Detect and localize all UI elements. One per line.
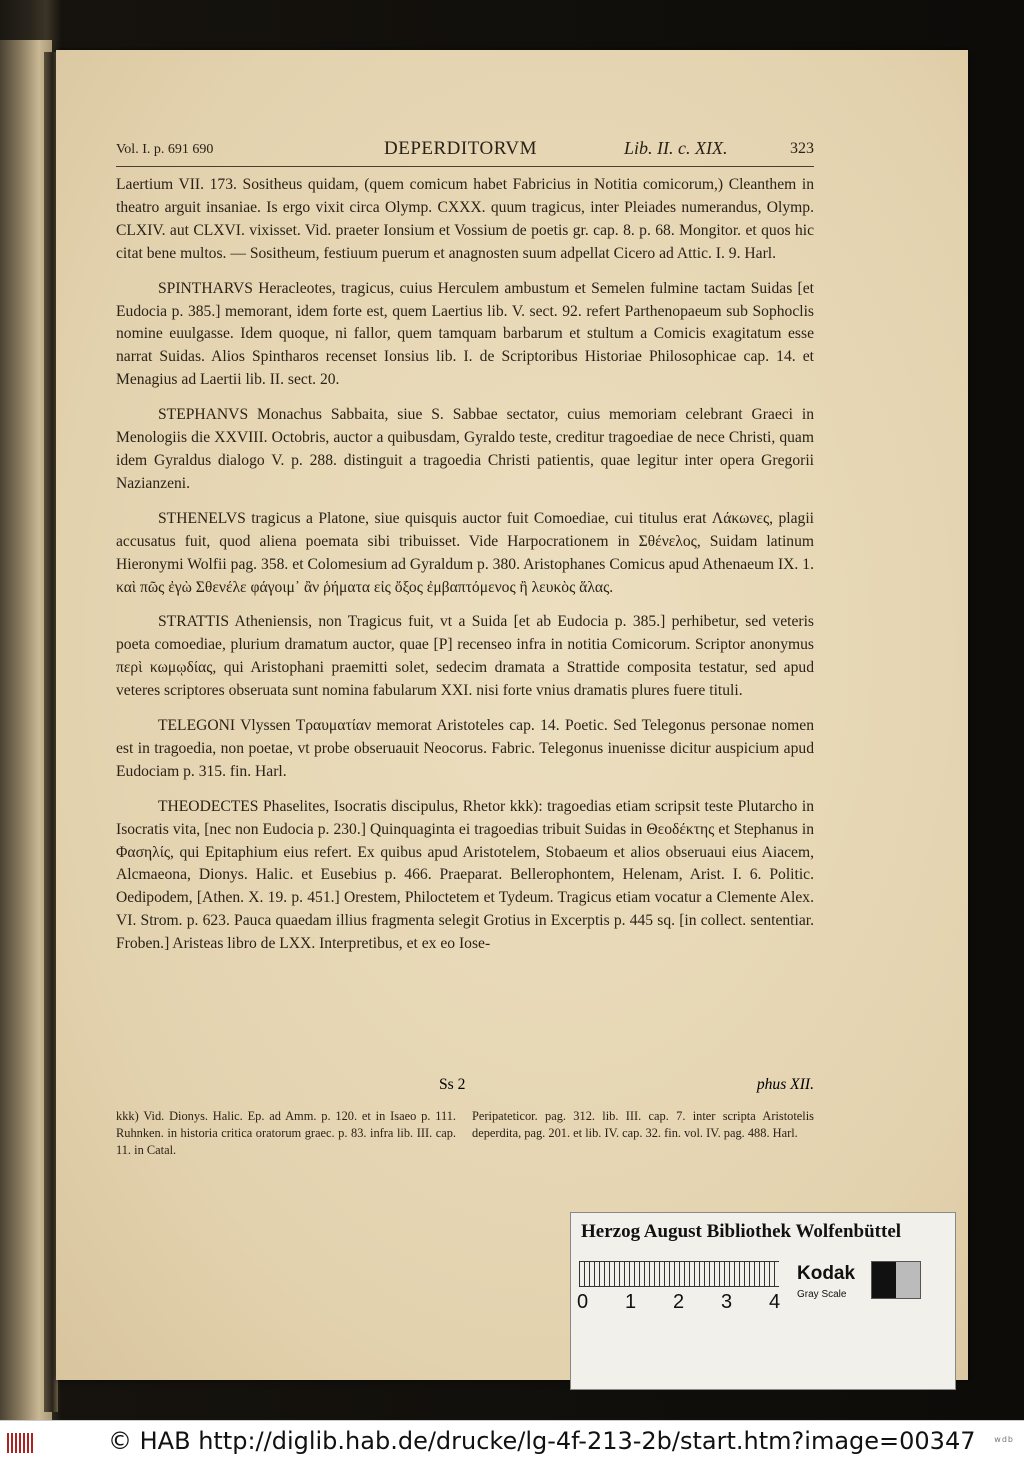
scale-2: 2 — [673, 1291, 685, 1313]
header-chapter: Lib. II. c. XIX. — [624, 138, 728, 158]
scale-3: 3 — [721, 1291, 733, 1313]
paragraph: THEODECTES Phaselites, Isocratis discipulus, Rhetor kkk): tragoedias etiam scripsit teste Plutarcho in Isocratis vita, [nec non Eudocia p. 230.] Quinquaginta ei tragoedias tribuit Suidas in Θεοδέκτης et Stephanus in Φασηλίς, qui Epitaphium eius refert. Ex quibus apud Aristotelem, Stobaeum et alios obseruaui eius Aiacem, Alcmaeona, Dionys. Halic. et Eusebius p. 466. Praeparat. Bellerophontem, Helenam, Arist. I. 6. Politic. Oedipodem, [Athen. X. 19. p. 451.] Orestem, Philoctetem et Tydeum. Tragicus etiam vocatur a Clemente Alex. VI. Strom. p. 623. Pauca quaedam illius fragmenta selegit Grotius in Excerptis p. 445 sq. [in collect. sententiar. Froben.] Aristeas libro de LXX. Interpretibus, et ex eo Iose- — [116, 797, 814, 953]
paragraph: Laertium VII. 173. Sositheus quidam, (quem comicum habet Fabricius in Notitia comicorum,) Cleanthem in theatro arguit insaniae. Is ergo vixit circa Olymp. CXXX. quum tragicus, inter Pleiades numerandus, Olymp. CLXIV. aut CLXVI. vixisset. Vid. praeter Ionsium et Vossium de poetis gr. cap. 8. p. 68. Mongitor. et quos hic citat bene multos. — Sositheum, festiuum puerum et anagnosten suum adpellat Cicero ad Attic. I. 9. Harl. — [116, 176, 814, 262]
paragraph: STRATTIS Atheniensis, non Tragicus fuit, vt a Suida [et ab Eudocia p. 385.] perhibetur, sed veteris poeta comoediae, plurium dramatum auctor, quae [P] recenseo infra in notitia Comicorum. Scriptor anonymus περὶ κωμῳδίας, qui Aristophani praemitti solet, sedecim dramata a Strattide composita testatur, sed apud veteres scriptores obseruata sunt nomina fabularum XXI. nisi forte vnius dramatis plures fuere tituli. — [116, 613, 814, 700]
running-header — [116, 138, 814, 167]
footer-corner-mark: wdb — [994, 1435, 1014, 1444]
footer-bar — [0, 1420, 1024, 1463]
paragraph: STEPHANVS Monachus Sabbaita, siue S. Sabbae sectator, cuius memoriam celebrant Graeci in Menologiis die XXVIII. Octobris, auctor a quibusdam, Gyraldo teste, creditur tragoediae de nece Christi, quam idem Gyraldus dialogo V. p. 288. distinguit a tragoedia Christi patientis, quae legitur inter opera Gregorii Nazianzeni. — [116, 406, 814, 492]
footnote-right — [472, 1108, 814, 1142]
scale-1: 1 — [625, 1291, 637, 1313]
page-number: 323 — [790, 140, 814, 157]
footnote-text: Peripateticor. pag. 312. lib. III. cap. 7. inter scripta Aristotelis deperdita, pag. 201. et lib. IV. cap. 32. fin. vol. IV. pag. 488. Harl. — [472, 1109, 814, 1141]
footer-url[interactable]: © HAB http://diglib.hab.de/drucke/lg-4f-213-2b/start.htm?image=00347 — [108, 1427, 976, 1455]
paragraph: TELEGONI Vlyssen Τραυματίαν memorat Aristoteles cap. 14. Poetic. Sed Telegonus personae nomen est in tragoedia, non poetae, vt probe obseruauit Neocorus. Fabric. Telegonus inuenisse dicitur auspicium apud Eudociam p. 315. fin. Harl. — [116, 717, 814, 780]
footnote-left — [116, 1108, 456, 1160]
ruler — [579, 1261, 779, 1287]
signature-mark: Ss 2 — [439, 1076, 466, 1093]
header-title: DEPERDITORVM — [384, 138, 537, 159]
scale-4: 4 — [769, 1291, 781, 1313]
calibration-card — [570, 1212, 956, 1390]
paragraph: SPINTHARVS Heracleotes, tragicus, cuius Herculem ambustum et Semelen fulmine tactam Suidas [et Eudocia p. 385.] memorant, idem forte est, quem Laertius lib. V. sect. 92. refert Parthenopaeum sub Sophoclis nomine euulgasse. Idem quoque, ni fallor, quem tamquam barbarum et stultum a Comicis exagitatum esse narrat Suidas. Alios Spintharos recenset Ionsius lib. I. de Scriptoribus Historiae Philosophicae cap. 14. et Menagius ad Laertii lib. II. sect. 20. — [116, 279, 814, 389]
footnote-text: kkk) Vid. Dionys. Halic. Ep. ad Amm. p. 120. et in Isaeo p. 111. Ruhnken. in historia critica oratorum graec. p. 83. infra lib. III. cap. 11. in Catal. — [116, 1109, 456, 1158]
kodak-logo: Kodak — [797, 1263, 856, 1284]
header-volume-ref: Vol. I. p. 691 690 — [116, 142, 214, 157]
catchword: phus XII. — [756, 1076, 814, 1093]
body-text — [116, 174, 814, 968]
gray-scale-label: Gray Scale — [797, 1289, 847, 1300]
library-name: Herzog August Bibliothek Wolfenbüttel — [581, 1221, 902, 1242]
scale-0: 0 — [577, 1291, 589, 1313]
hab-logo-icon — [6, 1431, 36, 1455]
book-page — [56, 50, 968, 1380]
paragraph: STHENELVS tragicus a Platone, siue quisquis auctor fuit Comoediae, cui titulus erat Λάκωνες, plagii accusatus fuit, quod aliena poemata sibi tribuisset. Vide Harpocrationem in Σθένελος, Suidam latinum Hieronymi Wolfii pag. 358. et Colomesium ad Gyraldum p. 380. Aristophanes Comicus apud Athenaeum IX. 1. καὶ πῶς ἐγὼ Σθενέλε φάγοιμ᾽ ἂν ῥήματα εἰς ὄξος ἐμβαπτόμενος ἢ λευκὸς ἅλας. — [116, 509, 814, 596]
gray-swatches — [871, 1261, 921, 1299]
